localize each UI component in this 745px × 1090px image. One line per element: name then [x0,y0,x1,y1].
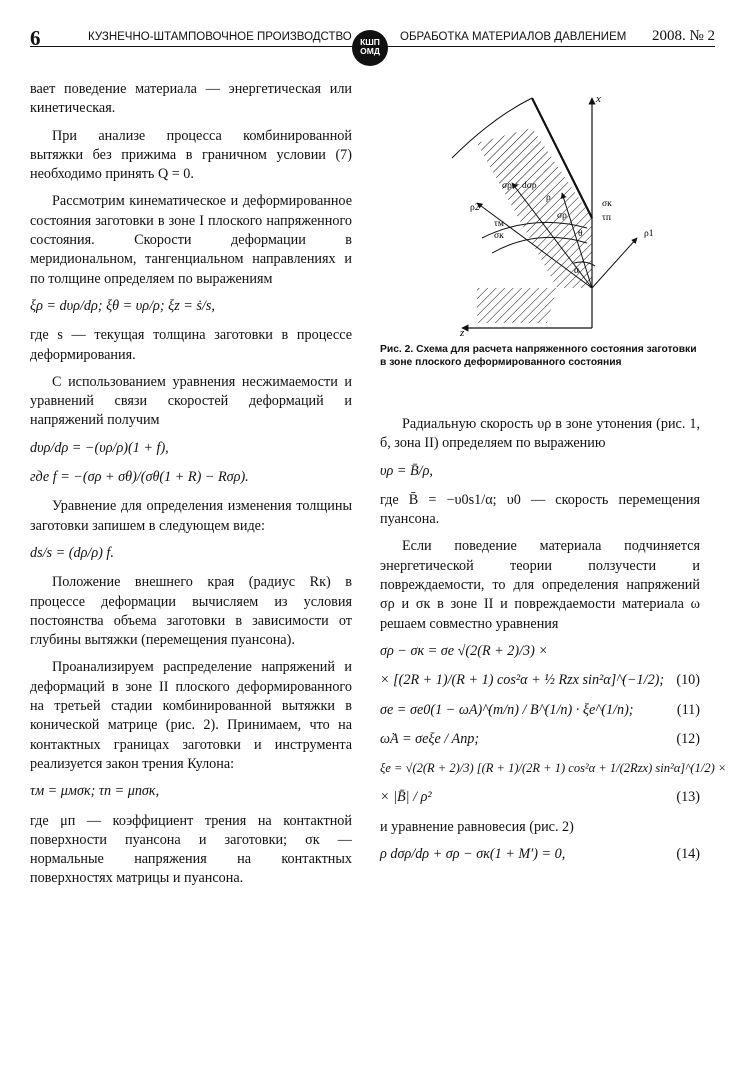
page-header [30,26,715,56]
paragraph: вает поведение материала — энергетическая или кинетическая. [30,81,352,117]
paragraph: При анализе процесса комбинированной вытяжки без прижима в граничном условии (7) необходимо принять Q = 0. [30,127,352,183]
equation: dυρ/dρ = −(υρ/ρ)(1 + f), [30,439,169,456]
equation: τм = μмσк; τп = μпσк, [30,783,160,800]
rho1-arrow [592,238,637,288]
label-alpha: α [574,266,579,276]
paragraph: Радиальную скорость υρ в зоне утонения (рис. 1, б, зона II) определяем по выражению [380,416,700,452]
paragraph: Рассмотрим кинематическое и деформированное состояния заготовки в зоне I плоского напряженного состояния. Скорости деформации в меридиональном, тангенциальном направлениях и по толщине определяем по выражениям [30,193,352,287]
right-column [380,415,727,874]
paragraph: где B̄ = −υ0s1/α; υ0 — скорость перемещения пуансона. [380,491,700,528]
page-number: 6 [30,26,41,50]
paragraph: где s — текущая толщина заготовки в процессе деформирования. [30,327,352,363]
equation: ω̇A = σeξe / Aпр; (12) [380,730,700,749]
equation: ρ dσρ/dρ + σρ − σк(1 + M′) = 0, (14) [380,845,700,864]
label-theta: θ [578,229,583,239]
equation: σe = σe0(1 − ωA)^(m/n) / B^(1/n) · ξe^(1/n); (11) [380,701,700,720]
label-x: x [596,93,601,105]
label-z: z [460,327,465,338]
label-sigma-k-left: σк [494,231,504,241]
label-rho1: ρ1 [644,229,654,239]
paragraph: Уравнение для определения изменения толщины заготовки запишем в следующем виде: [30,498,352,534]
equation-number: (10) [676,672,700,689]
journal-title: КУЗНЕЧНО-ШТАМПОВОЧНОЕ ПРОИЗВОДСТВО [88,31,352,43]
label-tau-p: τп [602,213,611,223]
issue-number: 2008. № 2 [651,28,715,44]
header-rule [30,46,715,47]
equation: ξe = √(2(R + 2)/3) [(R + 1)/(2R + 1) cos²α + 1/(2Rzx) sin²α]^(1/2) × [380,761,727,776]
equation-number: (12) [676,730,700,747]
label-rho2: ρ2 [470,203,480,213]
equation-number: (13) [676,789,700,806]
label-rho: ρ [546,193,551,203]
equation: ds/s = (dρ/ρ) f. [30,544,114,561]
paragraph: где μп — коэффициент трения на контактной поверхности пуансона и заготовки; σк — нормальные напряжения на контактных поверхностях матрицы и пуансона. [30,812,352,887]
equation: где f = −(σρ + σθ)/(σθ(1 + R) − Rσρ). [30,469,249,486]
equation: υρ = B̄/ρ, [380,462,433,479]
section-title: ОБРАБОТКА МАТЕРИАЛОВ ДАВЛЕНИЕМ [400,31,627,43]
equation: × |B̄| / ρ² (13) [380,788,700,807]
paragraph: Если поведение материала подчиняется энергетической теории ползучести и повреждаемости, то для определения напряжений σρ и σк в зоне II и повреждаемости материала ω решаем совместно уравнения [380,538,700,632]
equation-number: (11) [676,701,700,718]
die-hatch [477,128,592,288]
label-tau-m: τм [494,219,504,229]
equation-number: (14) [676,846,700,863]
die-base-hatch [477,288,557,323]
journal-logo: КШП ОМД [352,30,388,66]
figure-caption: Рис. 2. Схема для расчета напряженного состояния заготовки в зоне плоского деформированного состояния [380,344,697,368]
left-column [30,80,352,897]
label-sigma-k-right: σк [602,199,612,209]
paragraph: С использованием уравнения несжимаемости и уравнений связи скоростей деформаций и напряжений получим [30,373,352,429]
equation: × [(2R + 1)/(R + 1) cos²α + ½ Rzx sin²α]^(−1/2); (10) [380,671,700,690]
figure-diagram [382,88,702,338]
paragraph: Проанализируем распределение напряжений и деформаций в зоне II плоского деформированного на третьей стадии комбинированной вытяжки в конической матрице (рис. 2). Принимаем, что на контактных границах заготовки и инструмента реализуется закон трения Кулона: [30,659,352,772]
paragraph: и уравнение равновесия (рис. 2) [380,818,574,835]
label-sigma-rho: σρ [557,211,567,221]
equation: ξρ = dυρ/dρ; ξθ = υρ/ρ; ξz = ṡ/s, [30,297,215,314]
label-sigma-rho-plus: σρ + dσρ [502,181,537,191]
paragraph: Положение внешнего края (радиус Rк) в процессе деформации вычисляем из условия постоянства объема заготовки в зависимости от глубины вытяжки (перемещения пуансона). [30,574,352,649]
equation: σρ − σк = σe √(2(R + 2)/3) × [380,642,548,659]
